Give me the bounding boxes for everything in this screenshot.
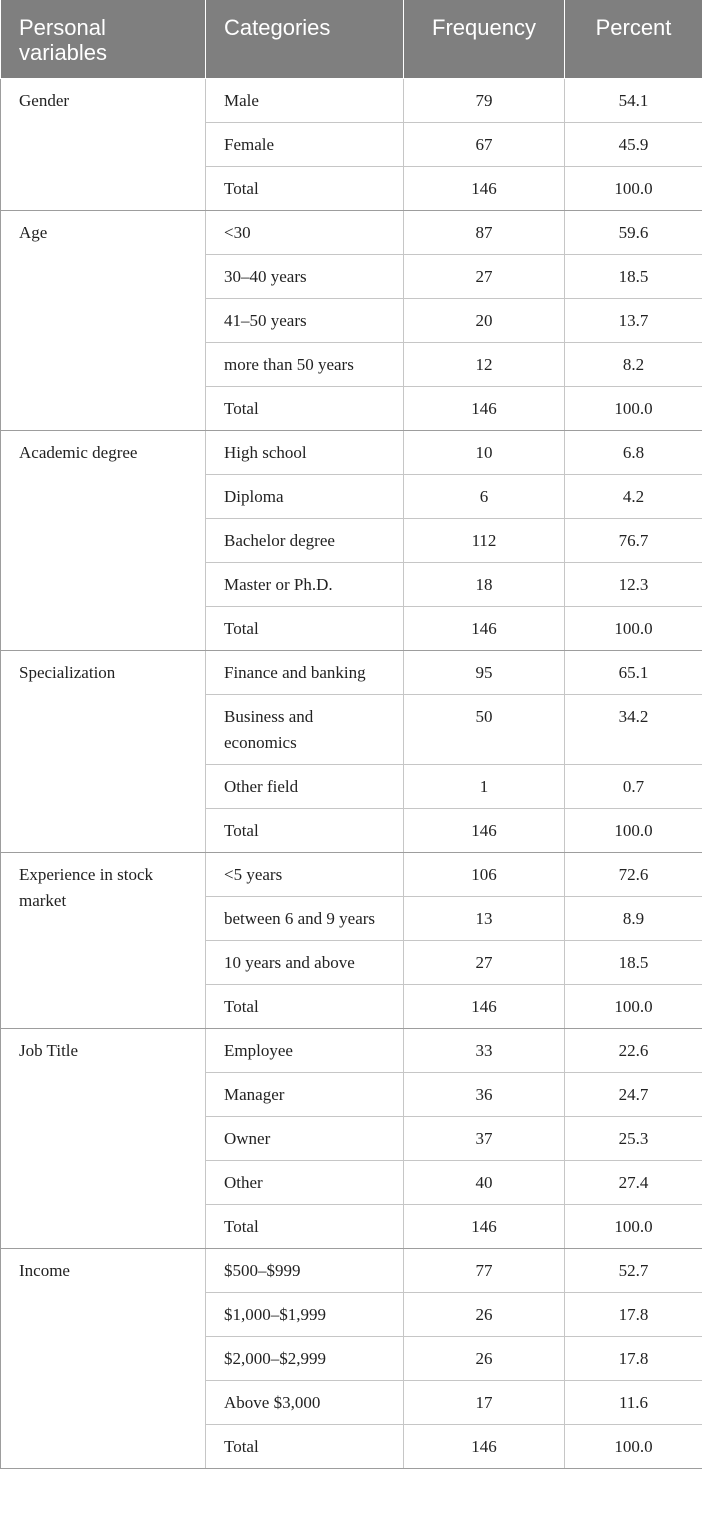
table-row xyxy=(1,211,702,255)
category-cell: High school xyxy=(206,431,404,475)
table-row xyxy=(1,1029,702,1073)
percent-cell: 27.4 xyxy=(565,1161,702,1205)
category-cell: Total xyxy=(206,607,404,651)
frequency-cell: 27 xyxy=(404,941,565,985)
category-cell: 41–50 years xyxy=(206,299,404,343)
category-cell: Female xyxy=(206,123,404,167)
category-cell: Above $3,000 xyxy=(206,1381,404,1425)
category-cell: Total xyxy=(206,387,404,431)
category-cell: Bachelor degree xyxy=(206,519,404,563)
percent-cell: 59.6 xyxy=(565,211,702,255)
frequency-cell: 17 xyxy=(404,1381,565,1425)
frequency-cell: 87 xyxy=(404,211,565,255)
frequency-cell: 33 xyxy=(404,1029,565,1073)
percent-cell: 34.2 xyxy=(565,695,702,765)
category-cell: Diploma xyxy=(206,475,404,519)
table-row xyxy=(1,651,702,695)
percent-cell: 54.1 xyxy=(565,79,702,123)
percent-cell: 76.7 xyxy=(565,519,702,563)
frequency-cell: 50 xyxy=(404,695,565,765)
frequency-cell: 146 xyxy=(404,985,565,1029)
variable-cell: Age xyxy=(1,211,206,431)
category-cell: Manager xyxy=(206,1073,404,1117)
percent-cell: 17.8 xyxy=(565,1337,702,1381)
frequency-cell: 95 xyxy=(404,651,565,695)
percent-cell: 4.2 xyxy=(565,475,702,519)
frequency-cell: 26 xyxy=(404,1293,565,1337)
percent-cell: 72.6 xyxy=(565,853,702,897)
variable-cell: Experience in stock market xyxy=(1,853,206,1029)
frequency-cell: 106 xyxy=(404,853,565,897)
frequency-cell: 146 xyxy=(404,809,565,853)
table-row xyxy=(1,1249,702,1293)
percent-cell: 65.1 xyxy=(565,651,702,695)
percent-cell: 52.7 xyxy=(565,1249,702,1293)
percent-cell: 100.0 xyxy=(565,607,702,651)
table-body xyxy=(1,79,702,1469)
percent-cell: 8.2 xyxy=(565,343,702,387)
frequency-cell: 146 xyxy=(404,167,565,211)
percent-cell: 100.0 xyxy=(565,387,702,431)
frequency-cell: 12 xyxy=(404,343,565,387)
category-cell: Total xyxy=(206,167,404,211)
frequency-cell: 40 xyxy=(404,1161,565,1205)
percent-cell: 18.5 xyxy=(565,255,702,299)
frequency-cell: 146 xyxy=(404,1205,565,1249)
variable-cell: Specialization xyxy=(1,651,206,853)
frequency-cell: 20 xyxy=(404,299,565,343)
frequency-cell: 37 xyxy=(404,1117,565,1161)
frequency-cell: 112 xyxy=(404,519,565,563)
category-cell: $2,000–$2,999 xyxy=(206,1337,404,1381)
header-frequency: Frequency xyxy=(404,0,565,79)
category-cell: Business and economics xyxy=(206,695,404,765)
variable-cell: Gender xyxy=(1,79,206,211)
category-cell: more than 50 years xyxy=(206,343,404,387)
percent-cell: 100.0 xyxy=(565,809,702,853)
frequency-cell: 146 xyxy=(404,387,565,431)
percent-cell: 22.6 xyxy=(565,1029,702,1073)
frequency-cell: 146 xyxy=(404,1425,565,1469)
variable-cell: Job Title xyxy=(1,1029,206,1249)
category-cell: 30–40 years xyxy=(206,255,404,299)
category-cell: Other xyxy=(206,1161,404,1205)
frequency-cell: 79 xyxy=(404,79,565,123)
category-cell: Total xyxy=(206,1425,404,1469)
variable-cell: Income xyxy=(1,1249,206,1469)
frequency-cell: 1 xyxy=(404,765,565,809)
percent-cell: 100.0 xyxy=(565,167,702,211)
frequency-cell: 18 xyxy=(404,563,565,607)
percent-cell: 12.3 xyxy=(565,563,702,607)
percent-cell: 13.7 xyxy=(565,299,702,343)
frequency-cell: 27 xyxy=(404,255,565,299)
category-cell: $1,000–$1,999 xyxy=(206,1293,404,1337)
frequency-cell: 26 xyxy=(404,1337,565,1381)
category-cell: Total xyxy=(206,985,404,1029)
frequency-cell: 77 xyxy=(404,1249,565,1293)
category-cell: Total xyxy=(206,1205,404,1249)
header-row xyxy=(1,0,702,79)
percent-cell: 0.7 xyxy=(565,765,702,809)
category-cell: Employee xyxy=(206,1029,404,1073)
category-cell: 10 years and above xyxy=(206,941,404,985)
frequency-cell: 36 xyxy=(404,1073,565,1117)
frequency-cell: 10 xyxy=(404,431,565,475)
category-cell: <30 xyxy=(206,211,404,255)
category-cell: <5 years xyxy=(206,853,404,897)
percent-cell: 25.3 xyxy=(565,1117,702,1161)
percent-cell: 24.7 xyxy=(565,1073,702,1117)
category-cell: Total xyxy=(206,809,404,853)
category-cell: $500–$999 xyxy=(206,1249,404,1293)
percent-cell: 100.0 xyxy=(565,985,702,1029)
category-cell: Male xyxy=(206,79,404,123)
frequency-cell: 67 xyxy=(404,123,565,167)
frequency-cell: 6 xyxy=(404,475,565,519)
frequency-cell: 146 xyxy=(404,607,565,651)
category-cell: Master or Ph.D. xyxy=(206,563,404,607)
frequency-cell: 13 xyxy=(404,897,565,941)
percent-cell: 6.8 xyxy=(565,431,702,475)
category-cell: between 6 and 9 years xyxy=(206,897,404,941)
table-row xyxy=(1,853,702,897)
percent-cell: 100.0 xyxy=(565,1205,702,1249)
percent-cell: 8.9 xyxy=(565,897,702,941)
table-row xyxy=(1,79,702,123)
percent-cell: 100.0 xyxy=(565,1425,702,1469)
table-row xyxy=(1,431,702,475)
category-cell: Owner xyxy=(206,1117,404,1161)
header-categories: Categories xyxy=(206,0,404,79)
category-cell: Finance and banking xyxy=(206,651,404,695)
table-header xyxy=(1,0,702,79)
header-personal-variables: Personal variables xyxy=(1,0,206,79)
variable-cell: Academic degree xyxy=(1,431,206,651)
header-percent: Percent xyxy=(565,0,702,79)
percent-cell: 18.5 xyxy=(565,941,702,985)
percent-cell: 45.9 xyxy=(565,123,702,167)
percent-cell: 11.6 xyxy=(565,1381,702,1425)
percent-cell: 17.8 xyxy=(565,1293,702,1337)
category-cell: Other field xyxy=(206,765,404,809)
